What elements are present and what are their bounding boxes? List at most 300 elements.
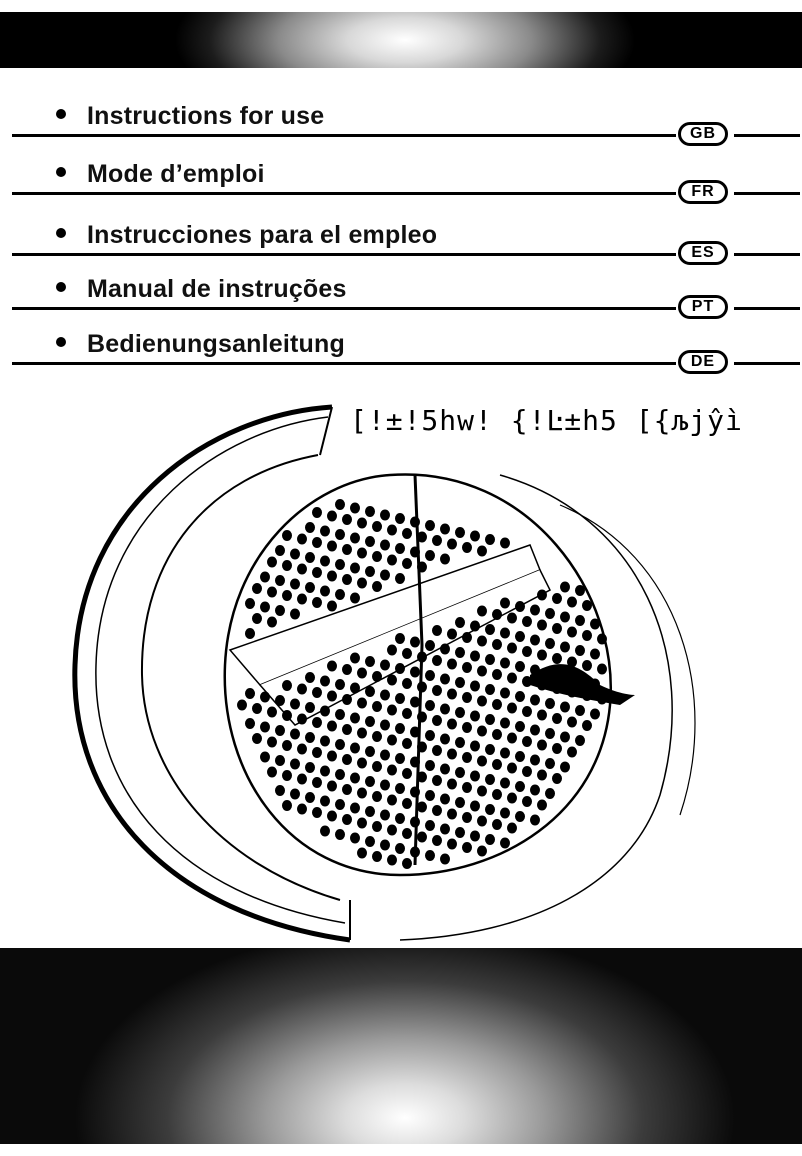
- drum-hole: [320, 766, 330, 777]
- drum-hole: [380, 570, 390, 581]
- drum-hole: [260, 602, 270, 613]
- drum-hole: [560, 732, 570, 743]
- drum-hole: [402, 738, 412, 749]
- drum-hole: [477, 546, 487, 557]
- drum-hole: [327, 721, 337, 732]
- drum-hole: [350, 773, 360, 784]
- drum-hole: [522, 796, 532, 807]
- drum-hole: [440, 794, 450, 805]
- drum-hole: [425, 730, 435, 741]
- drum-hole: [500, 598, 510, 609]
- drum-hole: [327, 661, 337, 672]
- drum-hole: [357, 848, 367, 859]
- drum-hole: [477, 846, 487, 857]
- drum-hole: [372, 581, 382, 592]
- drum-hole: [290, 549, 300, 560]
- drum-hole: [305, 552, 315, 563]
- bullet-icon: [56, 337, 66, 347]
- drum-hole: [350, 593, 360, 604]
- drum-hole: [477, 756, 487, 767]
- drum-hole: [372, 551, 382, 562]
- drum-hole: [245, 688, 255, 699]
- drum-hole: [492, 609, 502, 620]
- drum-hole: [530, 725, 540, 736]
- drum-hole: [350, 683, 360, 694]
- drum-hole: [537, 650, 547, 661]
- drum-hole: [440, 854, 450, 865]
- drum-hole: [335, 709, 345, 720]
- drum-hole: [380, 660, 390, 671]
- drum-hole: [530, 785, 540, 796]
- drum-hole: [275, 575, 285, 586]
- drum-hole: [297, 804, 307, 815]
- drum-hole: [365, 806, 375, 817]
- drum-hole: [440, 644, 450, 655]
- drum-hole: [290, 579, 300, 590]
- bullet-icon: [56, 228, 66, 238]
- drum-hole: [395, 573, 405, 584]
- drum-hole: [282, 680, 292, 691]
- drum-hole: [455, 737, 465, 748]
- drum-hole: [537, 740, 547, 751]
- drum-hole: [552, 683, 562, 694]
- drum-hole: [305, 792, 315, 803]
- drum-hole: [440, 524, 450, 535]
- drum-hole: [417, 532, 427, 543]
- drum-hole: [455, 797, 465, 808]
- drum-hole: [365, 776, 375, 787]
- drum-hole: [365, 656, 375, 667]
- drum-hole: [357, 518, 367, 529]
- drum-hole: [297, 714, 307, 725]
- language-label: Instructions for use: [87, 102, 325, 130]
- drum-hole: [567, 747, 577, 758]
- drum-hole: [567, 687, 577, 698]
- drum-hole: [312, 597, 322, 608]
- drum-hole: [252, 613, 262, 624]
- drum-hole: [582, 720, 592, 731]
- drum-hole: [515, 751, 525, 762]
- drum-hole: [575, 645, 585, 656]
- drum-hole: [305, 732, 315, 743]
- drum-hole: [440, 554, 450, 565]
- drum-hole: [275, 545, 285, 556]
- drum-hole: [425, 700, 435, 711]
- drum-hole: [507, 823, 517, 834]
- drum-hole: [597, 664, 607, 675]
- drum-hole: [380, 810, 390, 821]
- top-gradient-band: [0, 12, 802, 68]
- drum-hole: [530, 635, 540, 646]
- drum-hole: [275, 695, 285, 706]
- drum-hole: [507, 643, 517, 654]
- drum-hole: [320, 556, 330, 567]
- drum-hole: [470, 621, 480, 632]
- drum-hole: [425, 760, 435, 771]
- language-row-de: [0, 330, 802, 380]
- drum-hole: [522, 736, 532, 747]
- drum-hole: [252, 583, 262, 594]
- drum-hole: [470, 531, 480, 542]
- drum-hole: [560, 642, 570, 653]
- drum-hole: [350, 743, 360, 754]
- drum-hole: [522, 706, 532, 717]
- drum-hole: [432, 775, 442, 786]
- drum-hole: [335, 739, 345, 750]
- bullet-icon: [56, 167, 66, 177]
- drum-hole: [387, 705, 397, 716]
- drum-hole: [537, 800, 547, 811]
- drum-hole: [320, 706, 330, 717]
- drum-hole: [372, 521, 382, 532]
- drum-hole: [530, 755, 540, 766]
- drum-hole: [402, 798, 412, 809]
- drum-hole: [545, 698, 555, 709]
- drum-hole: [395, 693, 405, 704]
- drum-hole: [455, 677, 465, 688]
- drum-hole: [552, 593, 562, 604]
- drum-hole: [342, 724, 352, 735]
- drum-hole: [380, 540, 390, 551]
- drum-hole: [342, 814, 352, 825]
- drum-hole: [477, 666, 487, 677]
- drum-hole: [372, 731, 382, 742]
- drum-hole: [335, 529, 345, 540]
- drum-hole: [537, 710, 547, 721]
- drum-hole: [500, 808, 510, 819]
- drum-hole: [387, 525, 397, 536]
- drum-hole: [477, 606, 487, 617]
- drum-hole: [432, 835, 442, 846]
- drum-hole: [312, 687, 322, 698]
- drum-hole: [410, 697, 420, 708]
- drum-hole: [537, 620, 547, 631]
- drum-hole: [320, 676, 330, 687]
- drum-hole: [282, 740, 292, 751]
- drum-hole: [462, 692, 472, 703]
- drum-hole: [350, 833, 360, 844]
- drum-hole: [597, 634, 607, 645]
- drum-hole: [462, 662, 472, 673]
- drum-hole: [410, 667, 420, 678]
- language-badge: DE: [678, 350, 728, 374]
- drum-hole: [485, 534, 495, 545]
- divider-line: [12, 307, 676, 310]
- drum-hole: [342, 754, 352, 765]
- drum-hole: [590, 619, 600, 630]
- drum-hole: [327, 811, 337, 822]
- drum-hole: [402, 528, 412, 539]
- drum-hole: [275, 725, 285, 736]
- drum-hole: [552, 743, 562, 754]
- drum-hole: [357, 548, 367, 559]
- drum-hole: [350, 713, 360, 724]
- drum-hole: [477, 696, 487, 707]
- drum-hole: [545, 638, 555, 649]
- drum-hole: [275, 785, 285, 796]
- divider-line: [734, 134, 800, 137]
- drum-hole: [485, 714, 495, 725]
- language-label: Instrucciones para el empleo: [87, 221, 438, 249]
- drum-hole: [357, 758, 367, 769]
- drum-hole: [545, 728, 555, 739]
- drum-hole: [515, 811, 525, 822]
- language-badge: GB: [678, 122, 728, 146]
- drum-hole: [282, 710, 292, 721]
- drum-hole: [387, 825, 397, 836]
- drum-hole: [462, 542, 472, 553]
- language-badge: ES: [678, 241, 728, 265]
- drum-hole: [260, 722, 270, 733]
- drum-hole: [500, 718, 510, 729]
- drum-hole: [470, 651, 480, 662]
- drum-hole: [462, 782, 472, 793]
- drum-hole: [282, 590, 292, 601]
- drum-hole: [477, 726, 487, 737]
- drum-hole: [320, 586, 330, 597]
- drum-hole: [335, 769, 345, 780]
- divider-line: [12, 192, 676, 195]
- drum-hole: [335, 829, 345, 840]
- drum-hole: [402, 768, 412, 779]
- drum-hole: [350, 803, 360, 814]
- drum-hole: [590, 649, 600, 660]
- drum-hole: [387, 555, 397, 566]
- drum-hole: [275, 755, 285, 766]
- drum-hole: [417, 742, 427, 753]
- drum-hole: [440, 824, 450, 835]
- drum-hole: [485, 774, 495, 785]
- drum-hole: [425, 820, 435, 831]
- drum-hole: [402, 858, 412, 869]
- drum-hole: [440, 674, 450, 685]
- drum-hole: [485, 744, 495, 755]
- drum-hole: [327, 571, 337, 582]
- drum-hole: [425, 550, 435, 561]
- drum-hole: [372, 671, 382, 682]
- drum-hole: [492, 819, 502, 830]
- drum-hole: [372, 761, 382, 772]
- drum-hole: [507, 703, 517, 714]
- drum-hole: [267, 617, 277, 628]
- drum-hole: [545, 788, 555, 799]
- drum-hole: [305, 762, 315, 773]
- drum-hole: [552, 713, 562, 724]
- drum-hole: [387, 735, 397, 746]
- drum-hole: [425, 850, 435, 861]
- drum-hole: [395, 543, 405, 554]
- drum-hole: [492, 729, 502, 740]
- drum-hole: [492, 789, 502, 800]
- drum-hole: [320, 826, 330, 837]
- drum-hole: [500, 688, 510, 699]
- drum-hole: [335, 679, 345, 690]
- divider-line: [734, 192, 800, 195]
- drum-hole: [357, 788, 367, 799]
- drum-hole: [425, 640, 435, 651]
- drum-hole: [335, 799, 345, 810]
- drum-hole: [350, 533, 360, 544]
- drum-hole: [275, 605, 285, 616]
- drum-hole: [312, 747, 322, 758]
- drum-hole: [335, 559, 345, 570]
- drum-hole: [327, 541, 337, 552]
- drum-hole: [245, 628, 255, 639]
- drum-hole: [417, 772, 427, 783]
- drum-hole: [252, 703, 262, 714]
- drum-hole: [395, 753, 405, 764]
- drum-hole: [372, 791, 382, 802]
- drum-hole: [365, 746, 375, 757]
- model-code: [!±!5hw! {!Ŀ±h5 [{љjŷì: [350, 404, 743, 437]
- drum-hole: [530, 695, 540, 706]
- drum-hole: [485, 624, 495, 635]
- drum-hole: [410, 847, 420, 858]
- drum-hole: [507, 763, 517, 774]
- drum-hole: [260, 752, 270, 763]
- drum-hole: [387, 675, 397, 686]
- drum-hole: [402, 678, 412, 689]
- drum-hole: [417, 712, 427, 723]
- drum-hole: [500, 778, 510, 789]
- drum-hole: [387, 765, 397, 776]
- drum-hole: [485, 834, 495, 845]
- drum-hole: [515, 691, 525, 702]
- drum-hole: [387, 645, 397, 656]
- drum-hole: [567, 717, 577, 728]
- drum-hole: [357, 668, 367, 679]
- drum-hole: [440, 704, 450, 715]
- drum-hole: [402, 828, 412, 839]
- drum-hole: [260, 572, 270, 583]
- drum-hole: [507, 673, 517, 684]
- drum-hole: [515, 721, 525, 732]
- drum-hole: [410, 757, 420, 768]
- drum-hole: [567, 657, 577, 668]
- divider-line: [734, 253, 800, 256]
- drum-hole: [492, 699, 502, 710]
- drum-hole: [522, 646, 532, 657]
- drum-hole: [380, 840, 390, 851]
- drum-hole: [447, 659, 457, 670]
- drum-hole: [380, 750, 390, 761]
- drum-hole: [335, 589, 345, 600]
- drum-hole: [500, 538, 510, 549]
- washing-machine-drum-icon: [60, 395, 750, 975]
- drum-hole: [417, 562, 427, 573]
- drum-hole: [357, 578, 367, 589]
- drum-hole: [552, 653, 562, 664]
- drum-hole: [297, 744, 307, 755]
- drum-hole: [575, 705, 585, 716]
- drum-hole: [447, 539, 457, 550]
- drum-hole: [410, 637, 420, 648]
- drum-hole: [410, 787, 420, 798]
- drum-hole: [365, 716, 375, 727]
- drum-hole: [305, 582, 315, 593]
- drum-hole: [492, 669, 502, 680]
- drum-hole: [342, 574, 352, 585]
- drum-hole: [312, 567, 322, 578]
- drum-hole: [252, 733, 262, 744]
- drum-hole: [582, 690, 592, 701]
- drum-hole: [537, 680, 547, 691]
- drum-hole: [417, 682, 427, 693]
- drum-hole: [447, 839, 457, 850]
- drum-hole: [365, 836, 375, 847]
- drum-hole: [282, 560, 292, 571]
- drum-hole: [515, 601, 525, 612]
- drum-hole: [470, 711, 480, 722]
- drum-hole: [462, 722, 472, 733]
- drum-hole: [522, 766, 532, 777]
- drum-hole: [500, 838, 510, 849]
- drum-hole: [327, 511, 337, 522]
- drum-hole: [425, 790, 435, 801]
- drum-hole: [447, 689, 457, 700]
- drum-hole: [417, 832, 427, 843]
- drum-hole: [395, 633, 405, 644]
- drum-hole: [560, 582, 570, 593]
- drum-hole: [350, 503, 360, 514]
- drum-hole: [290, 699, 300, 710]
- drum-hole: [380, 690, 390, 701]
- drum-hole: [357, 728, 367, 739]
- drum-hole: [455, 827, 465, 838]
- language-row-pt: [0, 275, 802, 325]
- drum-hole: [290, 789, 300, 800]
- drum-hole: [552, 773, 562, 784]
- drum-hole: [492, 759, 502, 770]
- drum-hole: [470, 831, 480, 842]
- drum-hole: [410, 817, 420, 828]
- drum-hole: [455, 617, 465, 628]
- drum-hole: [492, 639, 502, 650]
- drum-hole: [365, 536, 375, 547]
- drum-hole: [327, 691, 337, 702]
- drum-hole: [432, 685, 442, 696]
- drum-hole: [560, 672, 570, 683]
- drum-hole: [560, 612, 570, 623]
- drum-hole: [500, 748, 510, 759]
- drum-hole: [245, 718, 255, 729]
- drum-hole: [455, 707, 465, 718]
- drum-hole: [305, 522, 315, 533]
- drum-hole: [297, 774, 307, 785]
- drum-hole: [350, 563, 360, 574]
- drum-hole: [402, 648, 412, 659]
- drum-hole: [462, 812, 472, 823]
- drum-hole: [410, 517, 420, 528]
- drum-hole: [477, 636, 487, 647]
- drum-hole: [530, 665, 540, 676]
- drum-hole: [290, 729, 300, 740]
- drum-hole: [237, 700, 247, 711]
- bullet-icon: [56, 282, 66, 292]
- drum-hole: [282, 530, 292, 541]
- drum-hole: [462, 752, 472, 763]
- drum-hole: [372, 821, 382, 832]
- drum-hole: [485, 804, 495, 815]
- drum-hole: [440, 734, 450, 745]
- drum-hole: [312, 507, 322, 518]
- drum-hole: [410, 547, 420, 558]
- drum-hole: [320, 526, 330, 537]
- drum-hole: [365, 506, 375, 517]
- drum-hole: [477, 786, 487, 797]
- drum-hole: [560, 702, 570, 713]
- drum-hole: [417, 802, 427, 813]
